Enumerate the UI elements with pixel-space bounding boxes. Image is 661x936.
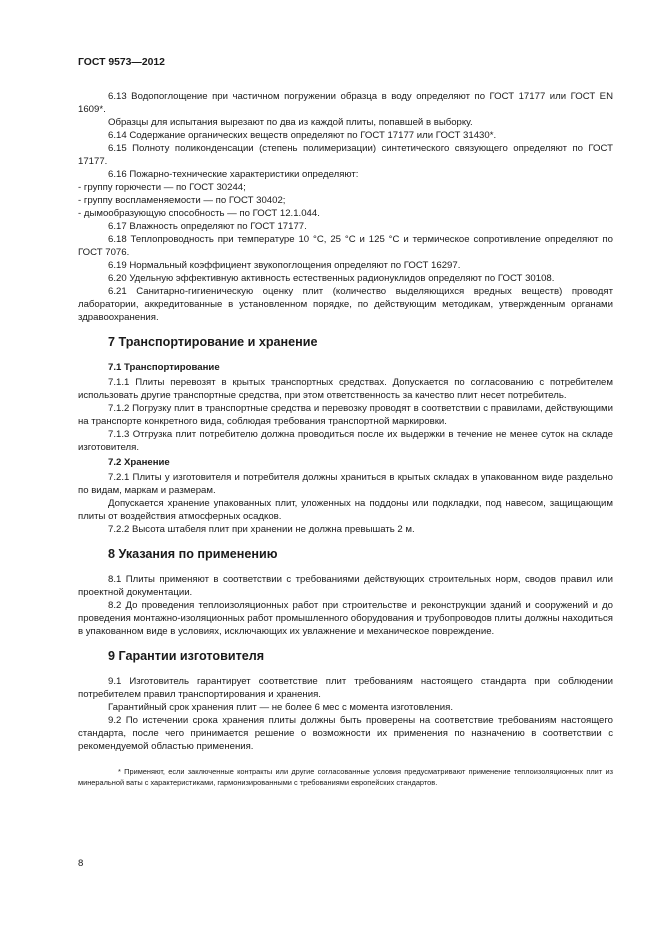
list-item: - группу горючести — по ГОСТ 30244; (78, 182, 246, 193)
section-9-title: 9 Гарантии изготовителя (108, 649, 265, 663)
list-item: - дымообразующую способность — по ГОСТ 12.1.044. (78, 208, 320, 219)
paragraph-6-20: 6.20 Удельную эффективную активность естественных радионуклидов определяют по ГОСТ 30108. (108, 273, 555, 284)
section-9 (78, 649, 613, 753)
document-header: ГОСТ 9573—2012 (78, 57, 165, 68)
section-8 (78, 547, 613, 638)
paragraph-6-21: 6.21 Санитарно-гигиеническую оценку плит (количество выделяющихся вредных веществ) проводят лаборатории, аккредитованные в установленном порядке, по действующим методикам, утвержденным органами здравоохранения. (78, 286, 613, 323)
paragraph-7-1-3: 7.1.3 Отгрузка плит потребителю должна проводиться после их выдержки в течение не менее суток на складе изготовителя. (78, 429, 613, 453)
footnote: * Применяют, если заключенные контракты или другие согласованные условия предусматривают применение теплоизоляционных плит из минеральной ваты с характеристиками, гармонизированными с требованиями европейских стандартов. (78, 767, 613, 787)
section-7 (78, 335, 613, 536)
paragraph-6-15: 6.15 Полноту поликонденсации (степень полимеризации) синтетического связующего определяют по ГОСТ 17177. (78, 143, 613, 167)
paragraph-6-17: 6.17 Влажность определяют по ГОСТ 17177. (108, 221, 307, 232)
paragraph-8-2: 8.2 До проведения теплоизоляционных работ при строительстве и реконструкции зданий и сооружений и до проведения монтажно-изоляционных работ промышленного оборудования и трубопроводов плиты должны находиться в упакованном виде в условиях, исключающих их увлажнение и механическое повреждение. (78, 600, 613, 637)
list-item: - группу воспламеняемости — по ГОСТ 30402; (78, 195, 286, 206)
paragraph-7-2-1-canopy: Допускается хранение упакованных плит, уложенных на поддоны или подкладки, под навесом, защищающим плиты от воздействия атмосферных осадков. (78, 498, 613, 522)
paragraph-9-1-warranty: Гарантийный срок хранения плит — не более 6 мес с момента изготовления. (108, 702, 453, 713)
paragraph-6-19: 6.19 Нормальный коэффициент звукопоглощения определяют по ГОСТ 16297. (108, 260, 461, 271)
subsection-7-1-title: 7.1 Транспортирование (108, 362, 220, 373)
section-6-continued (78, 90, 613, 324)
section-7-title: 7 Транспортирование и хранение (108, 335, 318, 349)
page-number: 8 (78, 858, 84, 869)
paragraph-8-1: 8.1 Плиты применяют в соответствии с требованиями действующих строительных норм, сводов правил или проектной документации. (78, 574, 613, 598)
section-8-title: 8 Указания по применению (108, 547, 278, 561)
paragraph-6-13: 6.13 Водопоглощение при частичном погружении образца в воду определяют по ГОСТ 17177 или ГОСТ EN 1609*. (78, 91, 613, 115)
paragraph-6-13-samples: Образцы для испытания вырезают по два из каждой плиты, попавшей в выборку. (108, 117, 473, 128)
paragraph-6-16: 6.16 Пожарно-технические характеристики определяют: (108, 169, 359, 180)
paragraph-9-1: 9.1 Изготовитель гарантирует соответствие плит требованиям настоящего стандарта при соблюдении потребителем правил транспортирования и хранения. (78, 676, 613, 700)
paragraph-7-2-1: 7.2.1 Плиты у изготовителя и потребителя должны храниться в крытых складах в упакованном виде раздельно по видам, маркам и размерам. (78, 472, 613, 496)
paragraph-7-1-2: 7.1.2 Погрузку плит в транспортные средства и перевозку проводят в соответствии с правилами, действующими на транспорте конкретного вида, соблюдая требования транспортной маркировки. (78, 403, 613, 427)
paragraph-9-2: 9.2 По истечении срока хранения плиты должны быть проверены на соответствие требованиям настоящего стандарта, после чего принимается решение о возможности их применения по назначению в соответствии с рекомендуемой областью применения. (78, 715, 613, 752)
paragraph-6-18: 6.18 Теплопроводность при температуре 10 °С, 25 °С и 125 °С и термическое сопротивление определяют по ГОСТ 7076. (78, 234, 613, 258)
paragraph-7-1-1: 7.1.1 Плиты перевозят в крытых транспортных средствах. Допускается по согласованию с потребителем использовать другие транспортные средства, при этом ответственность за качество плит несет потребитель. (78, 377, 613, 401)
paragraph-7-2-2: 7.2.2 Высота штабеля плит при хранении не должна превышать 2 м. (108, 524, 415, 535)
paragraph-6-14: 6.14 Содержание органических веществ определяют по ГОСТ 17177 или ГОСТ 31430*. (108, 130, 497, 141)
subsection-7-2-title: 7.2 Хранение (108, 457, 170, 468)
